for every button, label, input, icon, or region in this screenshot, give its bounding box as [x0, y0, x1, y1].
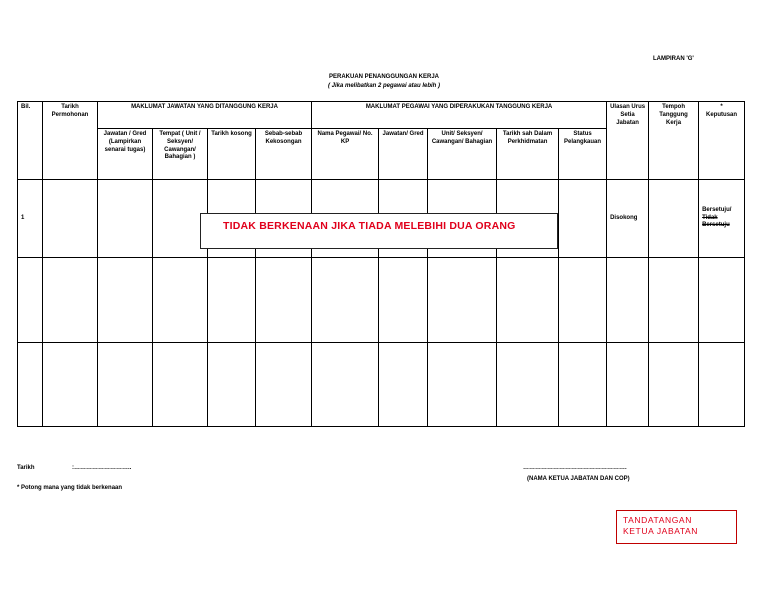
table-cell: [153, 343, 208, 427]
table-row: [18, 343, 745, 427]
table-cell: [256, 343, 312, 427]
table-cell: [699, 343, 745, 427]
header-jawatan-gred: Jawatan / Gred (Lampirkan senarai tugas): [98, 129, 153, 180]
table-cell: [559, 343, 607, 427]
perakuan-table: [17, 101, 745, 427]
table-cell: [43, 343, 98, 427]
header-nama-pegawai: Nama Pegawai/ No. KP: [312, 129, 379, 180]
signature-caption: (NAMA KETUA JABATAN DAN COP): [527, 476, 630, 482]
document-subtitle: ( Jika melibatkan 2 pegawai atau lebih ): [327, 83, 441, 89]
table-cell: [379, 343, 428, 427]
table-cell: [649, 180, 699, 258]
stamp-line-2: KETUA JABATAN: [623, 526, 699, 536]
header-unit: Unit/ Seksyen/ Cawangan/ Bahagian: [428, 129, 497, 180]
header-sebab: Sebab-sebab Kekosongan: [256, 129, 312, 180]
keputusan-label: Keputusan: [706, 111, 738, 118]
header-keputusan: [699, 102, 745, 180]
table-cell: [312, 343, 379, 427]
header-ulasan: Ulasan Urus Setia Jabatan: [607, 102, 649, 180]
table-cell: [428, 258, 497, 343]
keputusan-option-bersetuju: Bersetuju/: [702, 206, 732, 213]
header-tarikh-permohonan: Tarikh Permohonan: [43, 102, 98, 180]
table-cell: [98, 343, 153, 427]
signature-line: …………………………………………….: [523, 465, 627, 471]
signature-stamp-box: [616, 510, 737, 544]
tarikh-label: Tarikh: [17, 465, 35, 471]
table-cell: [497, 258, 559, 343]
table-cell: [559, 258, 607, 343]
keputusan-star: *: [720, 104, 723, 110]
tarikh-value: :………………………..: [72, 465, 132, 471]
table-cell: [312, 258, 379, 343]
header-group-pegawai: MAKLUMAT PEGAWAI YANG DIPERAKUKAN TANGGUNG KERJA: [312, 102, 607, 129]
table-cell: [699, 258, 745, 343]
header-tarikh-kosong: Tarikh kosong: [208, 129, 256, 180]
table-cell: [43, 180, 98, 258]
table-cell: [497, 343, 559, 427]
table-cell: [559, 180, 607, 258]
header-bil: Bil.: [18, 102, 43, 180]
stamp-line-1: TANDATANGAN: [623, 515, 692, 525]
table-cell: [607, 258, 649, 343]
table-row: [18, 258, 745, 343]
table-cell: [43, 258, 98, 343]
row1-bil: 1: [18, 180, 43, 258]
table-cell: [649, 258, 699, 343]
footnote: * Potong mana yang tidak berkenaan: [17, 485, 123, 491]
row1-ulasan: Disokong: [607, 180, 649, 258]
header-tarikh-sah: Tarikh sah Dalam Perkhidmatan: [497, 129, 559, 180]
table-cell: [208, 258, 256, 343]
header-status: Status Pelangkauan: [559, 129, 607, 180]
header-tempoh: Tempoh Tanggung Kerja: [649, 102, 699, 180]
table-cell: [428, 343, 497, 427]
header-jawatan-gred-pegawai: Jawatan/ Gred: [379, 129, 428, 180]
table-cell: [98, 180, 153, 258]
table-cell: [379, 258, 428, 343]
header-tempat: Tempat ( Unit / Seksyen/ Cawangan/ Bahagian ): [153, 129, 208, 180]
table-cell: [18, 343, 43, 427]
header-group-jawatan: MAKLUMAT JAWATAN YANG DITANGGUNG KERJA: [98, 102, 312, 129]
table-cell: [18, 258, 43, 343]
table-cell: [98, 258, 153, 343]
table-cell: [208, 343, 256, 427]
row1-keputusan: [699, 180, 745, 258]
document-title: PERAKUAN PENANGGUNGAN KERJA: [328, 74, 439, 80]
table-cell: [649, 343, 699, 427]
lampiran-label: LAMPIRAN 'G': [653, 56, 694, 62]
keputusan-option-tidak-bersetuju: Tidak Bersetuju: [702, 214, 730, 229]
table-cell: [153, 258, 208, 343]
table-cell: [607, 343, 649, 427]
table-cell: [256, 258, 312, 343]
not-applicable-banner: TIDAK BERKENAAN JIKA TIADA MELEBIHI DUA ORANG: [200, 213, 558, 249]
